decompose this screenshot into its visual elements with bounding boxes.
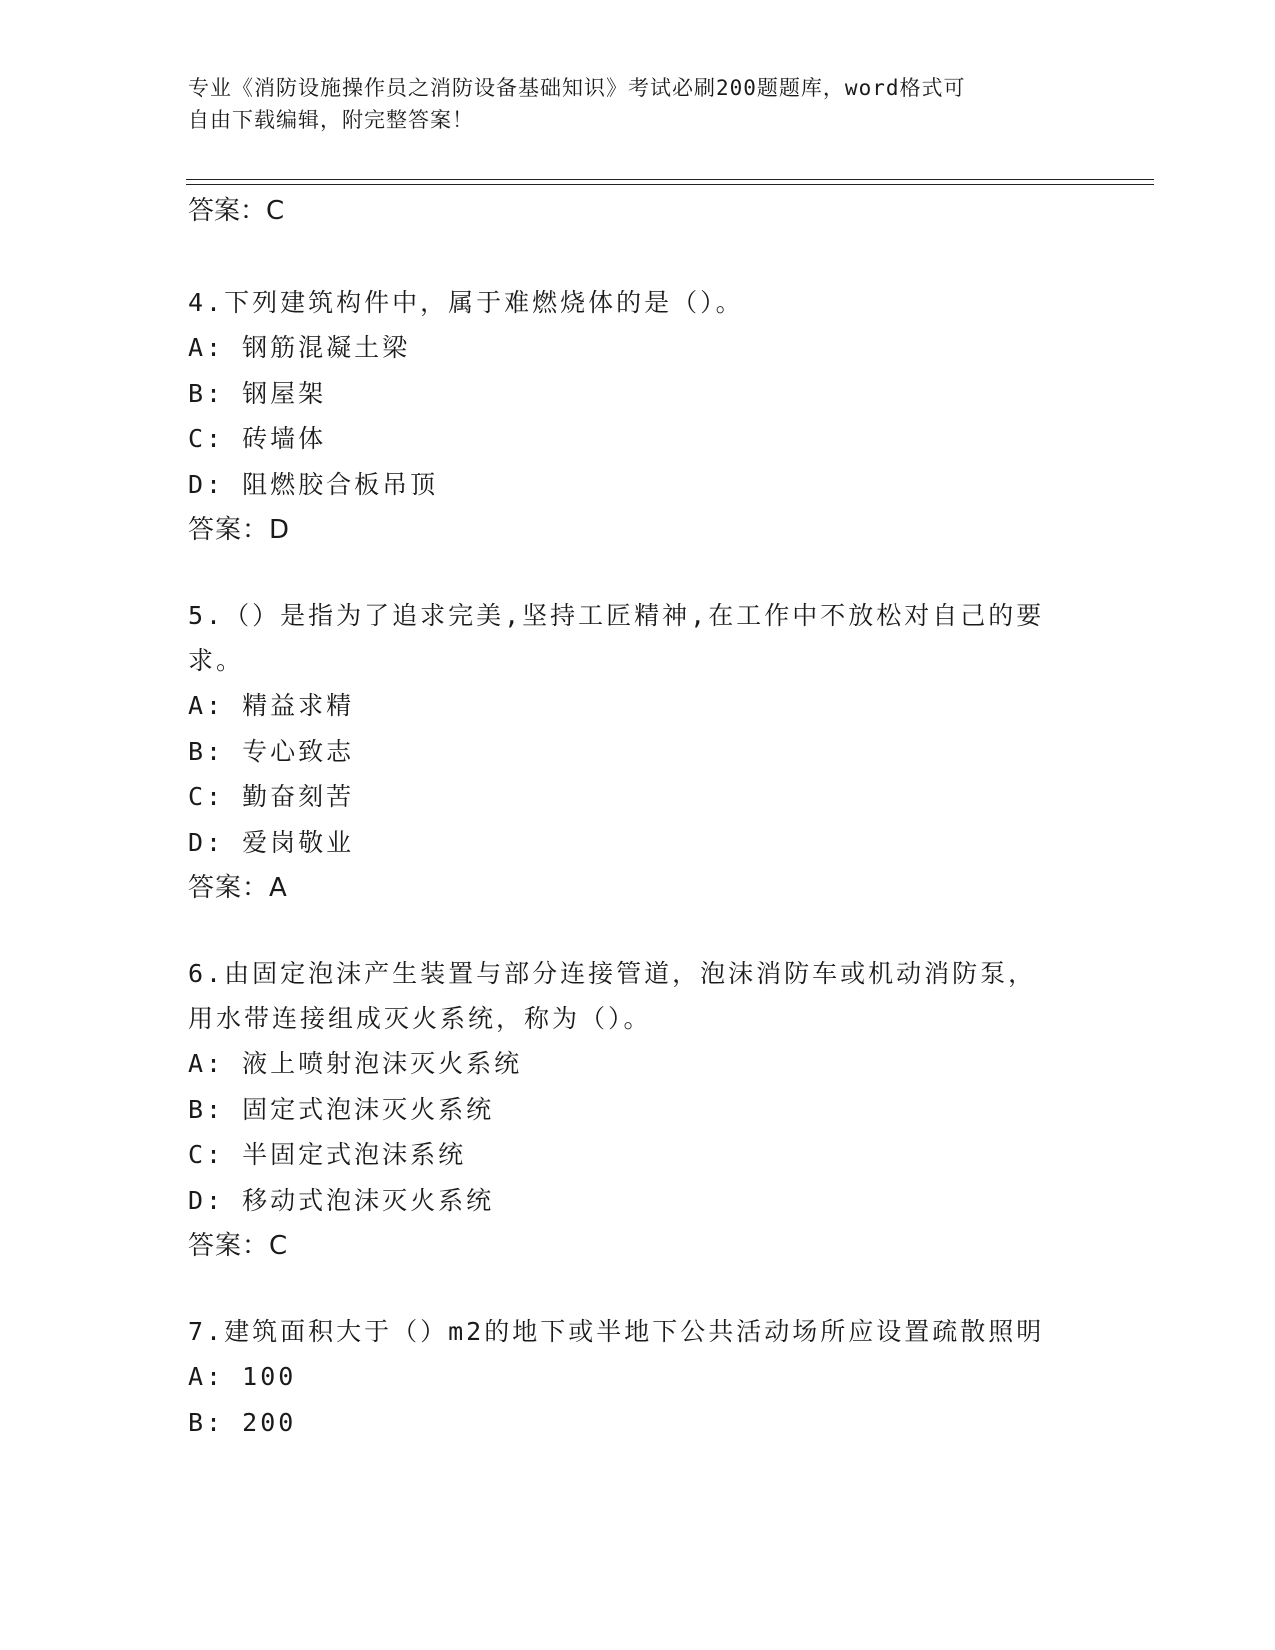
option-b: B: 钢屋架: [188, 378, 327, 408]
previous-question-answer: 答案：C: [188, 196, 285, 226]
answer: 答案：C: [188, 1231, 289, 1261]
question-stem-line: 用水带连接组成灭火系统，称为（）。: [188, 1004, 652, 1033]
option-c: C: 半固定式泡沫系统: [188, 1140, 467, 1169]
option-b: B: 固定式泡沫灭火系统: [188, 1094, 495, 1124]
question-stem-line: 求。: [188, 646, 245, 675]
document-header: [188, 72, 1068, 136]
question-6: [188, 951, 1088, 1269]
question-4: [188, 280, 1088, 553]
question-stem-line: 7.建筑面积大于（）m2的地下或半地下公共活动场所应设置疏散照明: [188, 1317, 1045, 1346]
question-stem-line: 4.下列建筑构件中，属于难燃烧体的是（）。: [188, 288, 744, 317]
option-a: A: 钢筋混凝土梁: [188, 333, 411, 362]
answer: 答案：A: [188, 873, 288, 903]
answer: 答案：D: [188, 515, 291, 545]
option-c: C: 砖墙体: [188, 424, 327, 453]
header-line-1: 专业《消防设施操作员之消防设备基础知识》考试必刷200题题库，word格式可: [188, 76, 966, 100]
option-b: B: 专心致志: [188, 736, 355, 766]
header-line-2: 自由下载编辑，附完整答案！: [188, 108, 474, 132]
question-5: [188, 593, 1088, 911]
question-7: [188, 1309, 1088, 1445]
option-a: A: 液上喷射泡沫灭火系统: [188, 1049, 523, 1078]
option-d: D: 爱岗敬业: [188, 827, 355, 857]
header-rule-top: [186, 179, 1154, 180]
option-c: C: 勤奋刻苦: [188, 782, 355, 811]
option-a: A: 100: [188, 1362, 297, 1391]
question-stem-line: 5.（）是指为了追求完美,坚持工匠精神,在工作中不放松对自己的要: [188, 601, 1045, 630]
option-a: A: 精益求精: [188, 691, 355, 720]
option-b: B: 200: [188, 1407, 297, 1437]
option-d: D: 阻燃胶合板吊顶: [188, 469, 439, 499]
header-rule-bottom: [186, 184, 1154, 185]
question-list: [188, 280, 1088, 1485]
question-stem-line: 6.由固定泡沫产生装置与部分连接管道，泡沫消防车或机动消防泵，: [188, 959, 1037, 988]
option-d: D: 移动式泡沫灭火系统: [188, 1185, 495, 1215]
